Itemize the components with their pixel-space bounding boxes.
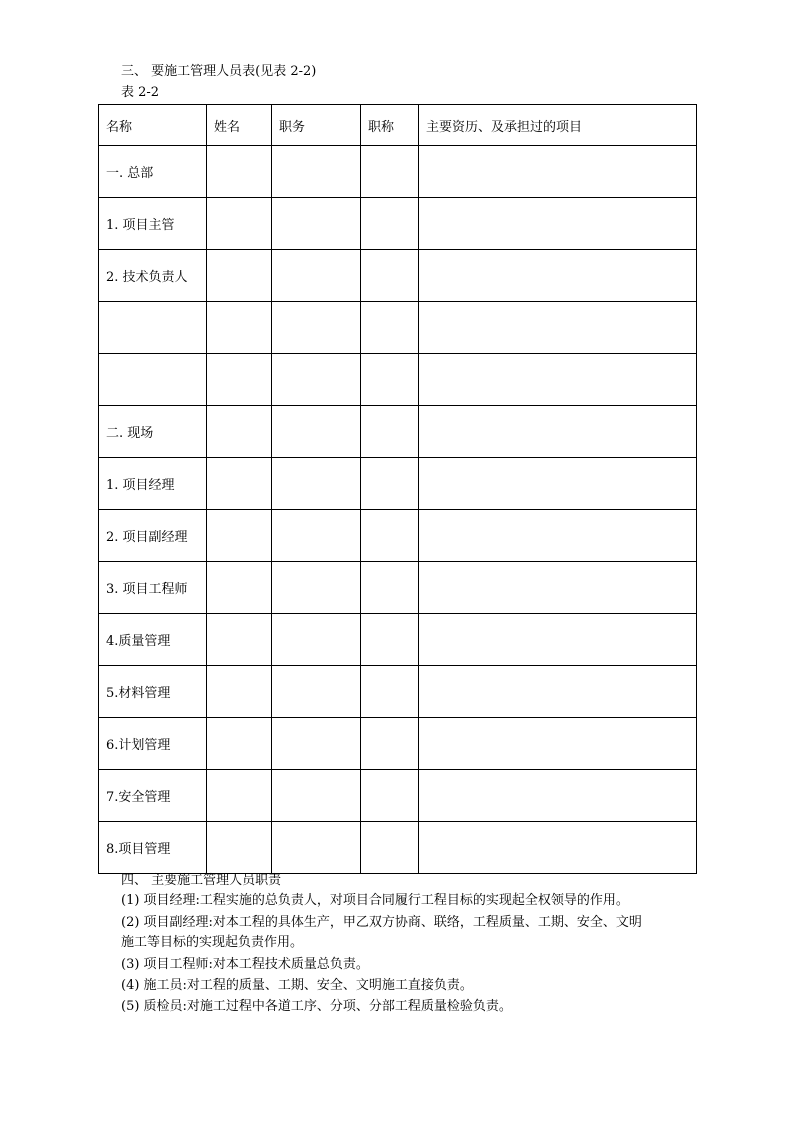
- table-header-row: [99, 105, 697, 146]
- table-cell: [419, 250, 697, 302]
- table-cell: [419, 614, 697, 666]
- table-cell: 二. 现场: [99, 406, 207, 458]
- table-cell: [207, 510, 272, 562]
- table-cell: [207, 562, 272, 614]
- table-cell: [272, 354, 361, 406]
- table-cell: 8.项目管理: [99, 822, 207, 874]
- table-cell: [207, 666, 272, 718]
- table-cell: [272, 198, 361, 250]
- duty-line: (2) 项目副经理:对本工程的具体生产，甲乙双方协商、联络，工程质量、工期、安全、文明: [121, 915, 642, 930]
- duty-line: (1) 项目经理:工程实施的总负责人，对项目合同履行工程目标的实现起全权领导的作用。: [121, 893, 629, 908]
- table-cell: 1. 项目主管: [99, 198, 207, 250]
- table-cell: [272, 562, 361, 614]
- table-cell: [419, 770, 697, 822]
- table-cell: [207, 198, 272, 250]
- table-cell: [419, 562, 697, 614]
- table-cell: [272, 406, 361, 458]
- table-cell: [207, 146, 272, 198]
- table-cell: [361, 354, 419, 406]
- table-cell: [361, 614, 419, 666]
- table-cell: [361, 146, 419, 198]
- table-cell: [419, 458, 697, 510]
- table-row: [99, 406, 697, 458]
- table-cell: [419, 302, 697, 354]
- table-row: [99, 146, 697, 198]
- table-cell: 2. 技术负责人: [99, 250, 207, 302]
- header-cell-title: 职称: [361, 105, 419, 146]
- table-row: [99, 354, 697, 406]
- table-cell: [272, 666, 361, 718]
- table-cell: [272, 146, 361, 198]
- table-row: [99, 250, 697, 302]
- table-row: [99, 302, 697, 354]
- table-cell: [419, 718, 697, 770]
- table-cell: [207, 718, 272, 770]
- table-cell: [419, 354, 697, 406]
- header-cell-position: 职务: [272, 105, 361, 146]
- table-cell: 5.材料管理: [99, 666, 207, 718]
- table-cell: [419, 510, 697, 562]
- table-row: [99, 770, 697, 822]
- table-cell: [207, 406, 272, 458]
- table-cell: [207, 770, 272, 822]
- table-row: [99, 510, 697, 562]
- header-cell-experience: 主要资历、及承担过的项目: [419, 105, 697, 146]
- duty-line: (3) 项目工程师:对本工程技术质量总负责。: [121, 957, 369, 972]
- table-cell: [361, 406, 419, 458]
- table-row: [99, 562, 697, 614]
- table-row: [99, 614, 697, 666]
- table-cell: [272, 510, 361, 562]
- table-cell: [207, 614, 272, 666]
- table-cell: [207, 458, 272, 510]
- duty-line: 施工等目标的实现起负责作用。: [121, 935, 304, 950]
- table-cell: [207, 822, 272, 874]
- header-cell-person: 姓名: [207, 105, 272, 146]
- table-row: [99, 666, 697, 718]
- table-cell: [419, 666, 697, 718]
- table-cell: [361, 718, 419, 770]
- table-cell: [361, 770, 419, 822]
- table-cell: [361, 666, 419, 718]
- table-cell: [207, 250, 272, 302]
- table-cell: [272, 770, 361, 822]
- table-row: [99, 198, 697, 250]
- table-row: [99, 458, 697, 510]
- table-cell: [361, 302, 419, 354]
- table-cell: [272, 302, 361, 354]
- table-cell: [207, 302, 272, 354]
- table-cell: [361, 198, 419, 250]
- table-cell: [419, 198, 697, 250]
- table-cell: 一. 总部: [99, 146, 207, 198]
- table-cell: 6.计划管理: [99, 718, 207, 770]
- table-cell: [361, 510, 419, 562]
- table-row: [99, 718, 697, 770]
- table-cell: 4.质量管理: [99, 614, 207, 666]
- table-cell: [272, 718, 361, 770]
- table-cell: 1. 项目经理: [99, 458, 207, 510]
- table-cell: [361, 822, 419, 874]
- header-cell-name: 名称: [99, 105, 207, 146]
- table-cell: [361, 250, 419, 302]
- table-cell: [272, 614, 361, 666]
- table-cell: 7.安全管理: [99, 770, 207, 822]
- table-cell: [419, 146, 697, 198]
- section-4-heading: 四、 主要施工管理人员职责: [121, 873, 282, 888]
- section-3-heading: 三、 要施工管理人员表(见表 2-2): [121, 64, 317, 79]
- table-label: 表 2-2: [121, 85, 160, 100]
- duty-line: (4) 施工员:对工程的质量、工期、安全、文明施工直接负责。: [121, 978, 473, 993]
- table-row: [99, 822, 697, 874]
- table-cell: [419, 822, 697, 874]
- table-cell: [99, 302, 207, 354]
- table-cell: [99, 354, 207, 406]
- table-cell: 3. 项目工程师: [99, 562, 207, 614]
- table-cell: 2. 项目副经理: [99, 510, 207, 562]
- duty-line: (5) 质检员:对施工过程中各道工序、分项、分部工程质量检验负责。: [121, 999, 512, 1014]
- table-cell: [419, 406, 697, 458]
- table-cell: [272, 458, 361, 510]
- table-cell: [272, 250, 361, 302]
- table-cell: [361, 458, 419, 510]
- staff-table: [98, 104, 697, 874]
- table-cell: [361, 562, 419, 614]
- table-cell: [207, 354, 272, 406]
- table-cell: [272, 822, 361, 874]
